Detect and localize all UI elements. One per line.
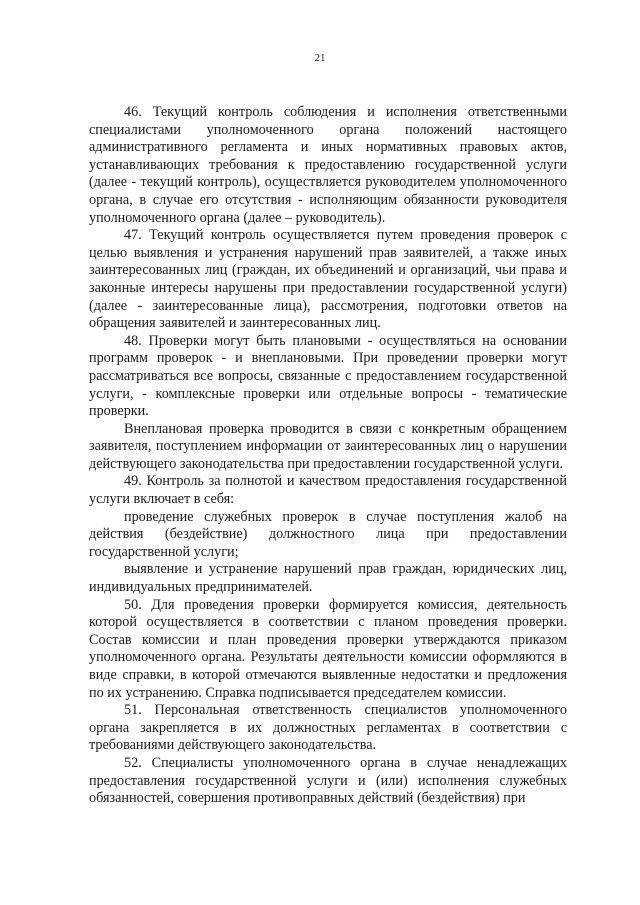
paragraph-49: 49. Контроль за полнотой и качеством предоставления государственной услуги включает в себя: xyxy=(89,473,567,508)
document-body xyxy=(89,104,567,808)
paragraph-unscheduled-inspection: Внеплановая проверка проводится в связи с конкретным обращением заявителя, поступлением информации от заинтересованных лиц о нарушении действующего законодательства при предоставлении государственной услуги. xyxy=(89,420,567,472)
paragraph-50: 50. Для проведения проверки формируется комиссия, деятельность которой осуществляется в соответствии с планом проведения проверки. Состав комиссии и план проведения проверки утверждаются приказом уполномоченного органа. Результаты деятельности комиссии оформляются в виде справки, в которой отмечаются выявленные недостатки и предложения по их устранению. Справка подписывается председателем комиссии. xyxy=(89,596,567,701)
paragraph-rights-violations: выявление и устранение нарушений прав граждан, юридических лиц, индивидуальных предпринимателей. xyxy=(89,561,567,596)
paragraph-service-inspections: проведение служебных проверок в случае поступления жалоб на действия (бездействие) должностного лица при предоставлении государственной услуги; xyxy=(89,508,567,560)
paragraph-48: 48. Проверки могут быть плановыми - осуществляться на основании программ проверок - и внеплановыми. При проведении проверки могут рассматриваться все вопросы, связанные с предоставлением государственной услуги, - комплексные проверки или отдельные вопросы - тематические проверки. xyxy=(89,332,567,420)
paragraph-47: 47. Текущий контроль осуществляется путем проведения проверок с целью выявления и устранения нарушений прав заявителей, а также иных заинтересованных лиц (граждан, их объединений и организаций, чьи права и законные интересы нарушены при предоставлении государственной услуги) (далее - заинтересованные лица), рассмотрения, подготовки ответов на обращения заявителей и заинтересованных лиц. xyxy=(89,227,567,332)
paragraph-46: 46. Текущий контроль соблюдения и исполнения ответственными специалистами уполномоченного органа положений настоящего административного регламента и иных нормативных правовых актов, устанавливающих требования к предоставлению государственной услуги (далее - текущий контроль), осуществляется руководителем уполномоченного органа, в случае его отсутствия - исполняющим обязанности руководителя уполномоченного органа (далее – руководитель). xyxy=(89,104,567,226)
paragraph-51: 51. Персональная ответственность специалистов уполномоченного органа закрепляется в их должностных регламентах в соответствии с требованиями действующего законодательства. xyxy=(89,702,567,754)
page-number: 21 xyxy=(314,52,326,64)
paragraph-52: 52. Специалисты уполномоченного органа в случае ненадлежащих предоставления государственной услуги и (или) исполнения служебных обязанностей, совершения противоправных действий (бездействия) при xyxy=(89,754,567,807)
